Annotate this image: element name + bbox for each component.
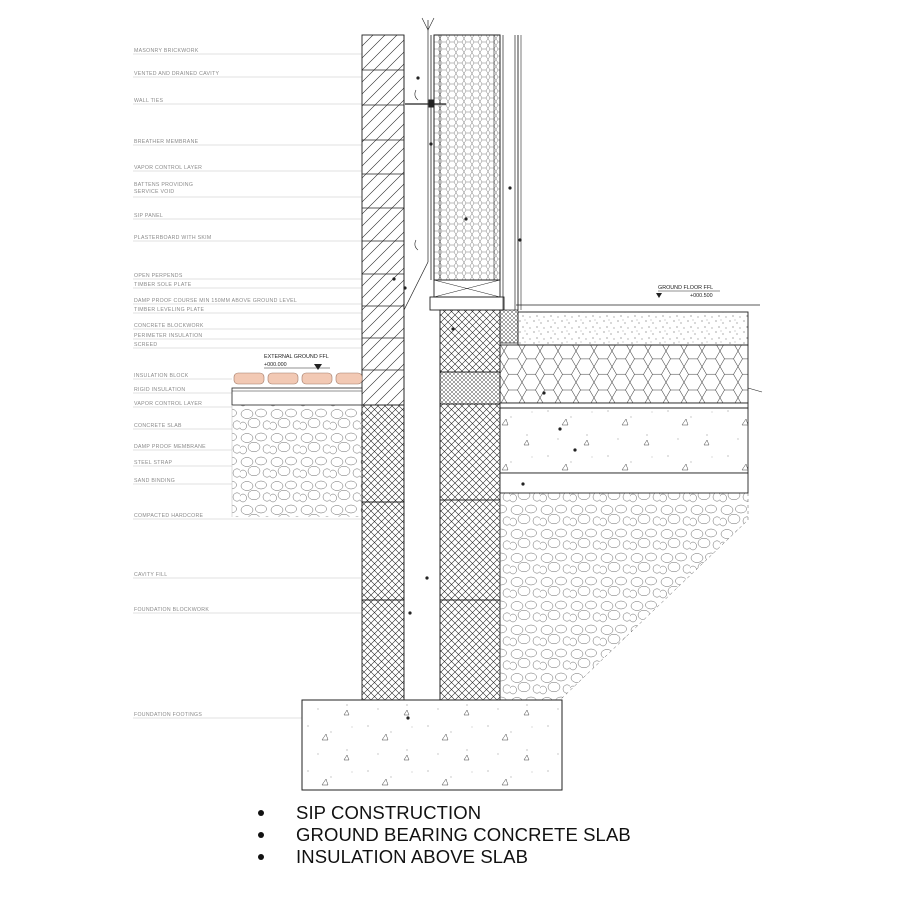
construction-notes [258, 802, 631, 868]
note-text: GROUND BEARING CONCRETE SLAB [296, 824, 631, 845]
label-screed: SCREED [134, 342, 158, 348]
label-insulation-block: INSULATION BLOCK [134, 373, 189, 379]
ground-floor-ffl-title: GROUND FLOOR FFL [658, 285, 714, 291]
label-service-void: SERVICE VOID [134, 189, 175, 195]
note-item [258, 802, 631, 824]
label-rigid-insulation: RIGID INSULATION [134, 387, 186, 393]
note-text: INSULATION ABOVE SLAB [296, 846, 529, 867]
floor-buildup [500, 312, 762, 493]
note-item [258, 824, 631, 846]
label-perimeter-insulation: PERIMETER INSULATION [134, 333, 203, 339]
compacted-hardcore [500, 493, 748, 700]
label-damp-proof-membrane: DAMP PROOF MEMBRANE [134, 444, 206, 450]
vented-cavity [404, 18, 434, 700]
ground-floor-ffl-marker [656, 285, 720, 299]
label-vented-cavity: VENTED AND DRAINED CAVITY [134, 71, 220, 77]
bullet-icon [258, 810, 264, 816]
label-wall-ties: WALL TIES [134, 98, 164, 104]
label-steel-strap: STEEL STRAP [134, 460, 173, 466]
label-leaders [133, 54, 362, 718]
label-foundation-blockwork: FOUNDATION BLOCKWORK [134, 607, 210, 613]
foundation-footing [302, 700, 562, 790]
label-battens: BATTENS PROVIDING [134, 182, 194, 188]
label-sand-binding: SAND BINDING [134, 478, 176, 484]
label-cavity-fill: CAVITY FILL [134, 572, 168, 578]
label-timber-sole-plate: TIMBER SOLE PLATE [134, 282, 192, 288]
label-sip-panel: SIP PANEL [134, 213, 164, 219]
external-ground-ffl-marker [264, 354, 330, 370]
masonry-brickwork [362, 35, 404, 405]
ground-floor-ffl-value: +000.500 [690, 293, 713, 299]
label-compacted-hardcore: COMPACTED HARDCORE [134, 513, 204, 519]
label-masonry-brickwork: MASONRY BRICKWORK [134, 48, 199, 54]
concrete-blockwork [440, 310, 500, 700]
bullet-icon [258, 854, 264, 860]
label-damp-proof-course: DAMP PROOF COURSE MIN 150MM ABOVE GROUND LEVEL [134, 298, 298, 304]
label-concrete-blockwork: CONCRETE BLOCKWORK [134, 323, 204, 329]
note-text: SIP CONSTRUCTION [296, 802, 482, 823]
battens-and-plasterboard [503, 35, 760, 310]
label-plasterboard: PLASTERBOARD WITH SKIM [134, 235, 212, 241]
external-ground [232, 388, 362, 517]
label-vapor-control-layer: VAPOR CONTROL LAYER [134, 165, 203, 171]
sip-panel [431, 35, 500, 280]
label-foundation-footings: FOUNDATION FOOTINGS [134, 712, 203, 718]
label-open-perpends: OPEN PERPENDS [134, 273, 183, 279]
label-concrete-slab: CONCRETE SLAB [134, 423, 182, 429]
bullet-icon [258, 832, 264, 838]
external-ground-ffl-value: +000.000 [264, 362, 287, 368]
label-breather-membrane: BREATHER MEMBRANE [134, 139, 199, 145]
label-vapor-control-layer-2: VAPOR CONTROL LAYER [134, 401, 203, 407]
insulation-block-row [234, 373, 362, 384]
external-ground-ffl-title: EXTERNAL GROUND FFL [264, 354, 329, 360]
note-item [258, 846, 631, 868]
label-timber-leveling-plate: TIMBER LEVELING PLATE [134, 307, 205, 313]
